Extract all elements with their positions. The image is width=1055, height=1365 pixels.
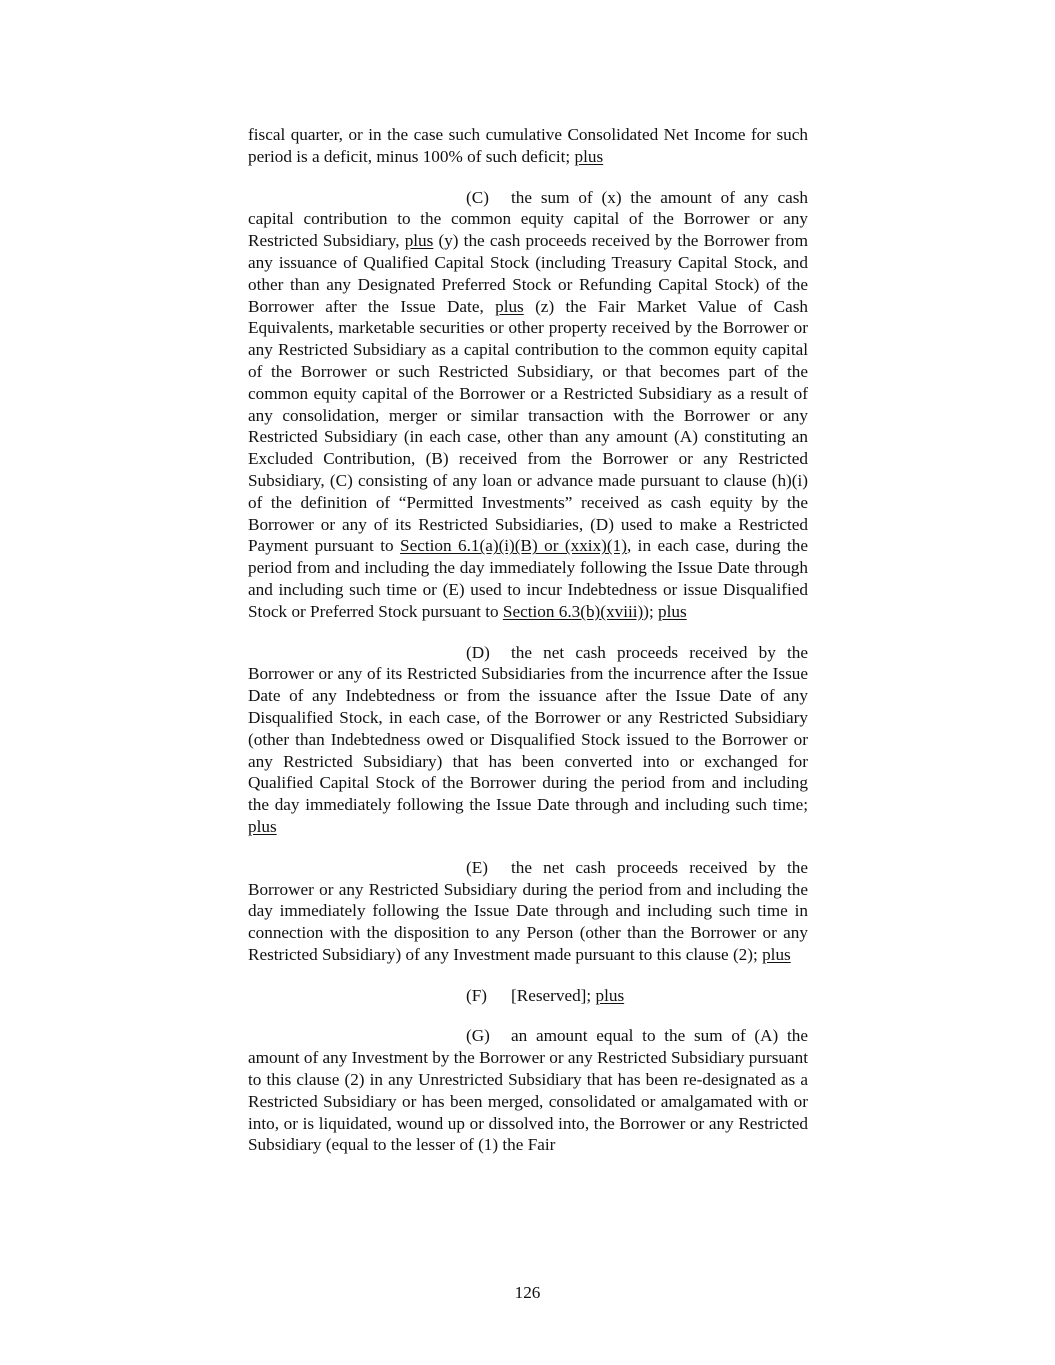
clause-g-paragraph: (G) an amount equal to the sum of (A) the amount of any Investment by the Borrower or any Restricted Subsidiary pursuant to this clause (2) in any Unrestricted Subsidiary that has been re-designated as a Restricted Subsidiary or has been merged, consolidated or amalgamated with or into, or is liquidated, wound up or dissolved into, the Borrower or any Restricted Subsidiary (equal to the lesser of (1) the Fair [248, 1026, 808, 1155]
clause-e-label: (E) [466, 857, 488, 877]
clause-d-paragraph: (D) the net cash proceeds received by the Borrower or any of its Restricted Subsidiaries from the incurrence after the Issue Date of any Indebtedness or from the issuance after the Issue Date of any Disqualified Stock, in each case, of the Borrower or any Restricted Subsidiary (other than Indebtedness owed or Disqualified Stock issued to the Borrower or any Restricted Subsidiary) that has been converted into or exchanged for Qualified Capital Stock of the Borrower during the period from and including the day immediately following the Issue Date through and including such time; plus [248, 642, 808, 836]
page-number: 126 [514, 1283, 541, 1302]
plus-term: plus [762, 944, 791, 964]
clause-f-label: (F) [466, 985, 488, 1005]
plus-term: plus [658, 601, 687, 621]
document-body [248, 124, 808, 1175]
clause-c-paragraph: (C) the sum of (x) the amount of any cash capital contribution to the common equity capital of the Borrower or any Restricted Subsidiary, plus (y) the cash proceeds received by the Borrower from any issuance of Qualified Capital Stock (including Treasury Capital Stock, and other than any Designated Preferred Stock or Refunding Capital Stock) of the Borrower after the Issue Date, plus (z) the Fair Market Value of Cash Equivalents, marketable securities or other property received by the Borrower or any Restricted Subsidiary as a capital contribution to the common equity capital of the Borrower or such Restricted Subsidiary, or that becomes part of the common equity capital of the Borrower or a Restricted Subsidiary as a result of any consolidation, merger or similar transaction with the Borrower or any Restricted Subsidiary (in each case, other than any amount (A) constituting an Excluded Contribution, (B) received from the Borrower or any Restricted Subsidiary, (C) consisting of any loan or advance made pursuant to clause (h)(i) of the definition of “Permitted Investments” received as cash equity by the Borrower or any of its Restricted Subsidiaries, (D) used to make a Restricted Payment pursuant to Section 6.1(a)(i)(B) or (xxix)(1), in each case, during the period from and including the day immediately following the Issue Date through and including such time or (E) used to incur Indebtedness or issue Disqualified Stock or Preferred Stock pursuant to Section 6.3(b)(xviii)); plus [248, 187, 809, 621]
plus-term: plus [595, 985, 625, 1005]
section-reference: Section 6.1(a)(i)(B) or (xxix)(1) [400, 536, 627, 556]
plus-term: plus [248, 816, 277, 836]
plus-term: plus [404, 231, 434, 251]
clause-c-label: (C) [466, 187, 489, 207]
plus-term: plus [574, 146, 604, 166]
clause-e-paragraph: (E) the net cash proceeds received by the Borrower or any Restricted Subsidiary during the period from and including the day immediately following the Issue Date through and including such time in connection with the disposition to any Person (other than the Borrower or any Restricted Subsidiary) of any Investment made pursuant to this clause (2); plus [248, 857, 808, 964]
clause-d-label: (D) [466, 642, 490, 662]
section-reference: Section 6.3(b)(xviii) [502, 601, 644, 621]
plus-term: plus [495, 296, 524, 316]
clause-g-label: (G) [466, 1026, 490, 1046]
clause-f-paragraph: (F) [Reserved]; plus [466, 985, 625, 1005]
continuation-paragraph: fiscal quarter, or in the case such cumulative Consolidated Net Income for such period is a deficit, minus 100% of such deficit; plus [248, 125, 808, 166]
